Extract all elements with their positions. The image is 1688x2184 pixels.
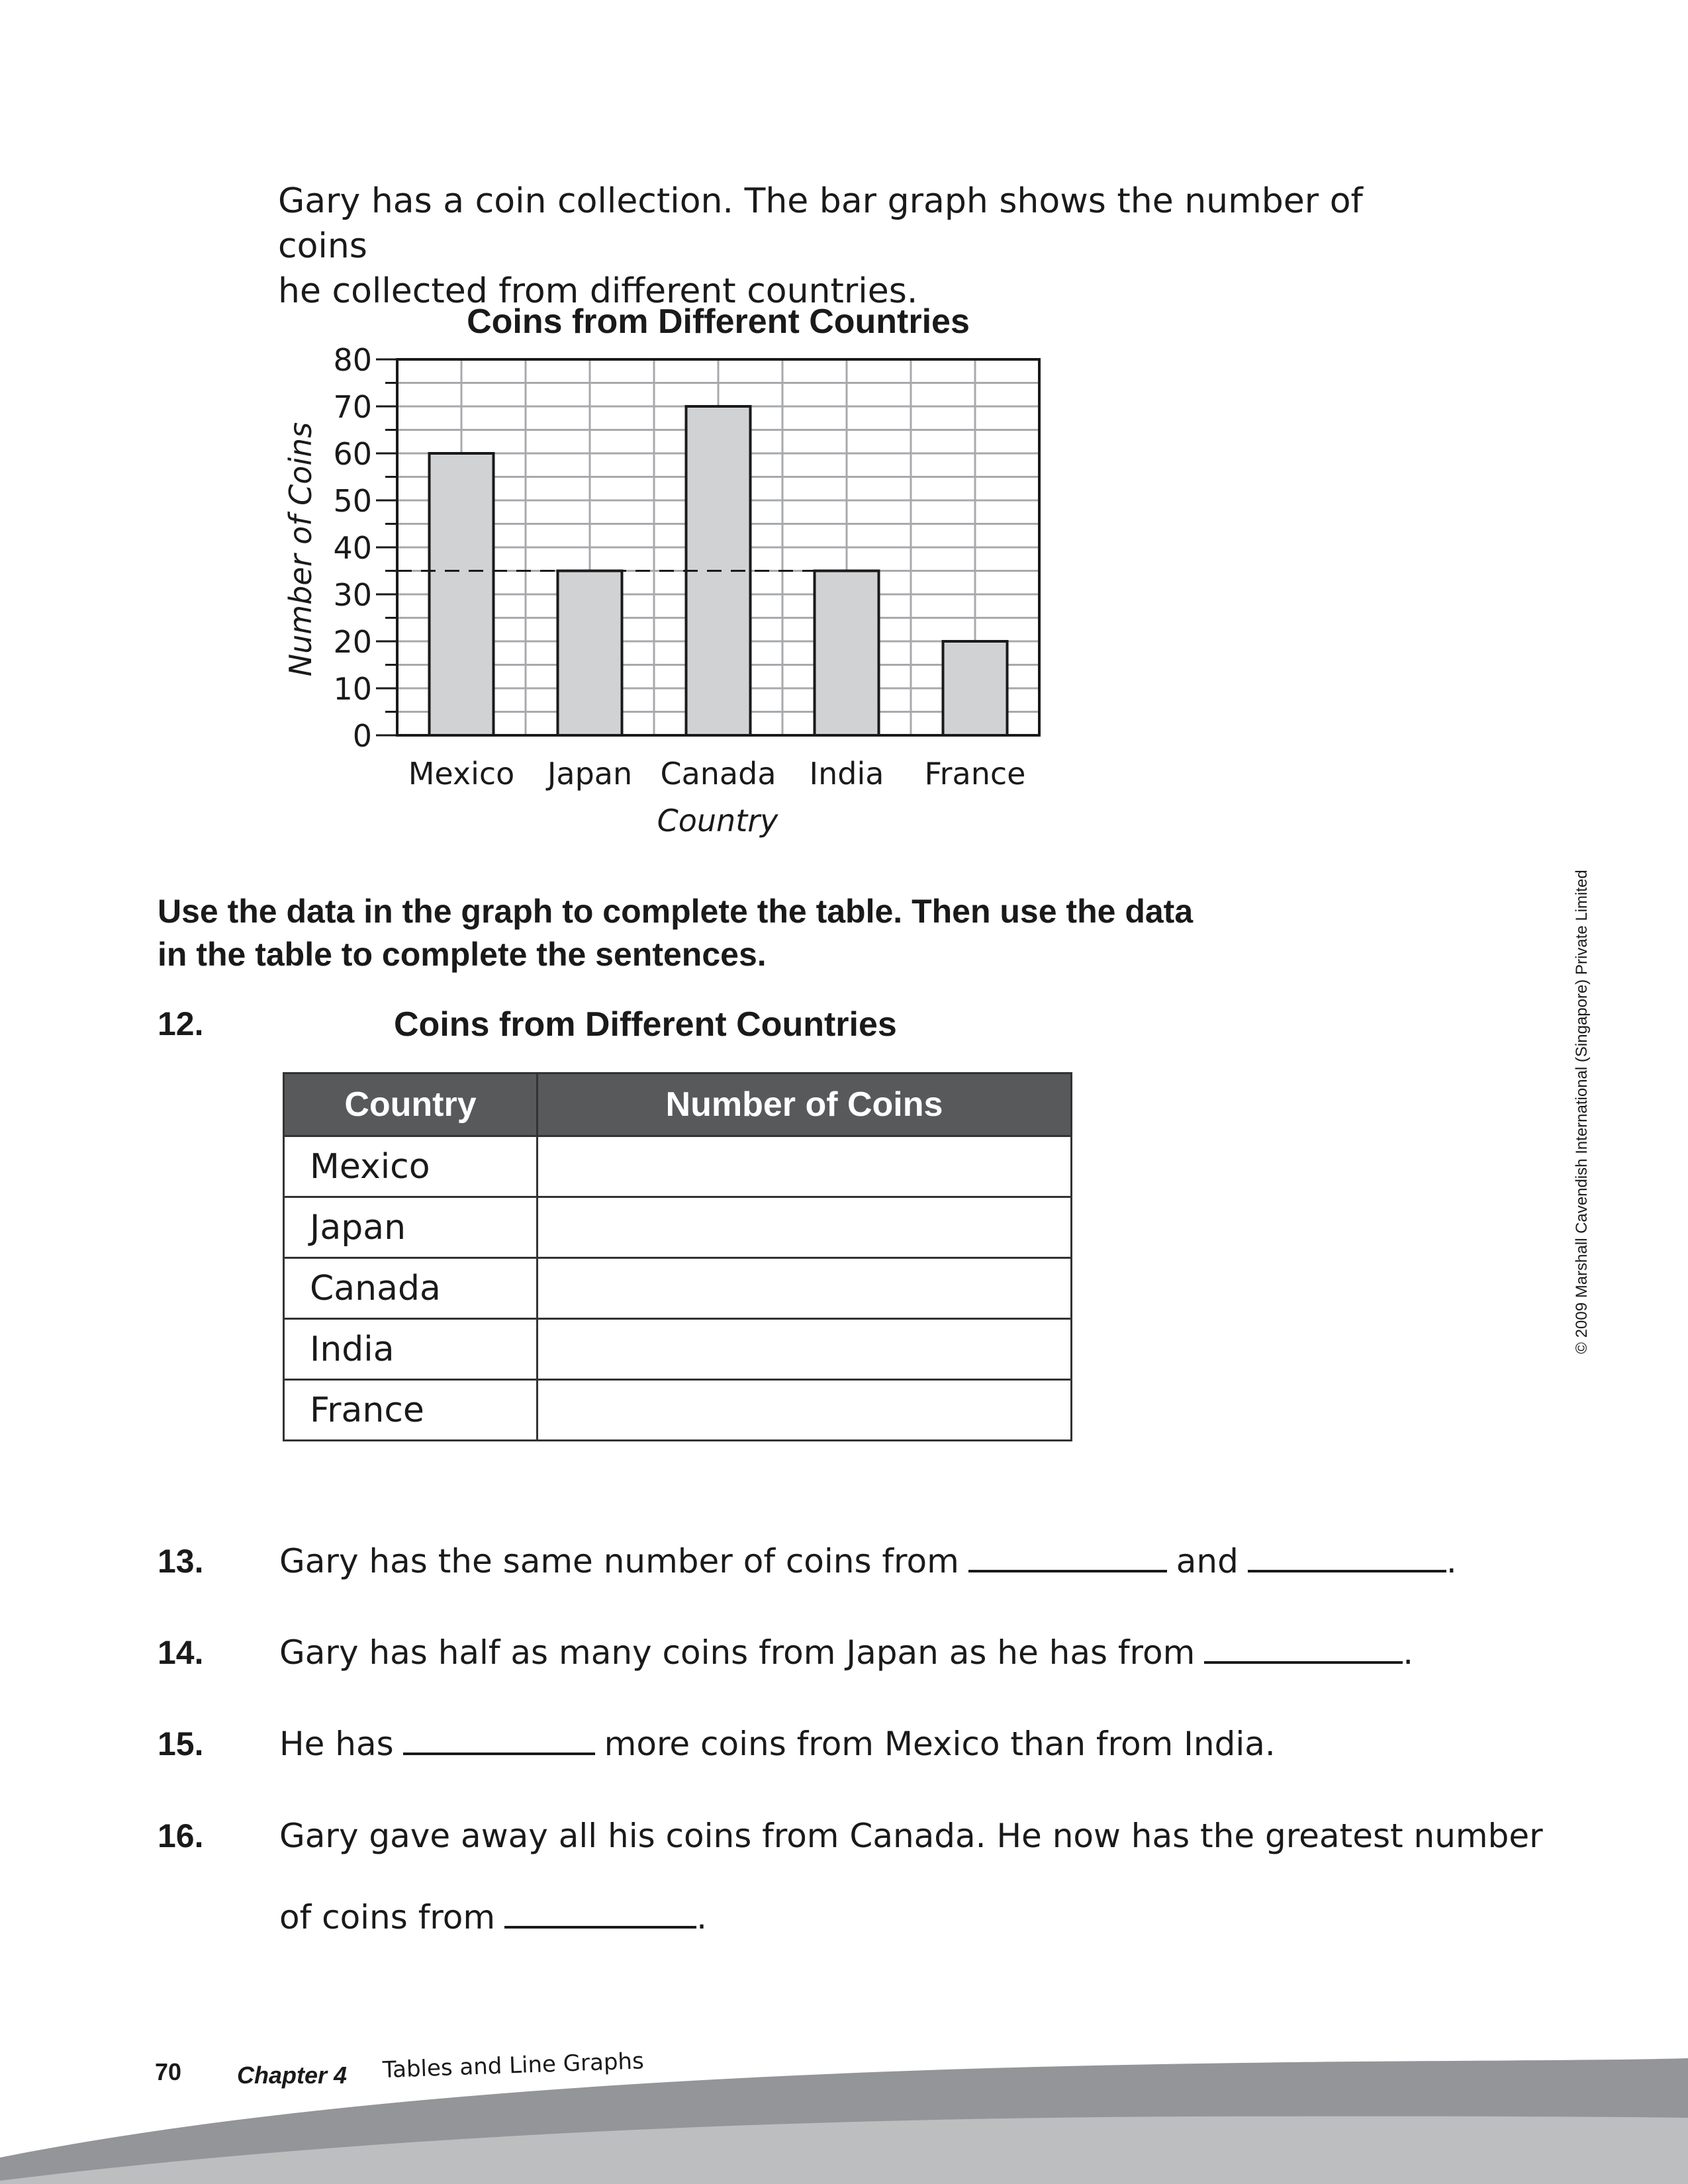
- question-16-line-2: [279, 1898, 707, 1936]
- instructions-line-2: in the table to complete the sentences.: [158, 936, 767, 973]
- table-cell-country: India: [284, 1319, 538, 1380]
- chapter-label: Chapter 4: [237, 2062, 348, 2089]
- y-tick-label: 60: [333, 436, 372, 472]
- answer-blank[interactable]: [1248, 1569, 1446, 1572]
- question-16-line-1: Gary gave away all his coins from Canada. He now has the greatest number: [279, 1817, 1543, 1855]
- table-row: [284, 1136, 1072, 1197]
- question-13-number: 13.: [158, 1543, 204, 1580]
- y-tick-label: 70: [333, 389, 372, 425]
- table-row: [284, 1197, 1072, 1258]
- footer-wave: [0, 2019, 1688, 2184]
- question-15: [279, 1725, 1276, 1763]
- table-cell-coins-input[interactable]: [538, 1197, 1072, 1258]
- table-cell-country: Mexico: [284, 1136, 538, 1197]
- instructions-line-1: Use the data in the graph to complete the table. Then use the data: [158, 893, 1194, 930]
- question-16-text: of coins from: [279, 1898, 496, 1936]
- table-cell-country: France: [284, 1380, 538, 1441]
- question-14-period: .: [1403, 1633, 1414, 1672]
- table-header-row: [284, 1073, 1072, 1136]
- question-15-number: 15.: [158, 1725, 204, 1762]
- answer-blank[interactable]: [1204, 1661, 1403, 1664]
- intro-line-2: he collected from different countries.: [278, 271, 918, 311]
- question-13: [279, 1542, 1457, 1580]
- question-16-number: 16.: [158, 1817, 204, 1854]
- table-row: [284, 1319, 1072, 1380]
- question-14: [279, 1633, 1413, 1672]
- x-axis-label: Country: [657, 803, 778, 839]
- bar: [430, 453, 494, 735]
- table-cell-coins-input[interactable]: [538, 1319, 1072, 1380]
- question-15-text: He has: [279, 1725, 394, 1763]
- x-tick-label: India: [809, 756, 884, 792]
- table-cell-country: Canada: [284, 1258, 538, 1319]
- x-tick-label: Canada: [660, 756, 776, 792]
- bar-chart: [0, 0, 1688, 860]
- page-number: 70: [155, 2058, 182, 2085]
- bar: [815, 571, 879, 736]
- y-tick-label: 20: [333, 624, 372, 660]
- x-tick-label: Japan: [547, 756, 633, 792]
- question-15-text-end: more coins from Mexico than from India.: [604, 1725, 1276, 1763]
- y-tick-label: 80: [333, 342, 372, 378]
- table-cell-country: Japan: [284, 1197, 538, 1258]
- table-title: Coins from Different Countries: [394, 1005, 897, 1044]
- x-tick-label: France: [924, 756, 1026, 792]
- y-tick-label: 50: [333, 483, 372, 519]
- answer-blank[interactable]: [403, 1752, 595, 1755]
- bar: [558, 571, 622, 736]
- table-row: [284, 1380, 1072, 1441]
- question-13-and: and: [1176, 1542, 1239, 1580]
- chapter-title: Tables and Line Graphs: [382, 2048, 645, 2083]
- bar: [943, 641, 1008, 735]
- copyright-notice: © 2009 Marshall Cavendish International (Singapore) Private Limited: [1573, 870, 1591, 1354]
- table-header-country: Country: [284, 1073, 538, 1136]
- intro-line-1: Gary has a coin collection. The bar graph shows the number of coins: [278, 181, 1363, 266]
- question-13-text: Gary has the same number of coins from: [279, 1542, 959, 1580]
- answer-blank[interactable]: [968, 1569, 1167, 1572]
- y-axis-label: Number of Coins: [283, 422, 318, 677]
- y-tick-label: 0: [352, 718, 372, 754]
- table-cell-coins-input[interactable]: [538, 1136, 1072, 1197]
- x-tick-label: Mexico: [408, 756, 515, 792]
- question-16-period: .: [696, 1898, 707, 1936]
- question-14-number: 14.: [158, 1634, 204, 1671]
- chart-title: Coins from Different Countries: [467, 302, 970, 341]
- table-cell-coins-input[interactable]: [538, 1258, 1072, 1319]
- question-12-number: 12.: [158, 1005, 204, 1042]
- answer-blank[interactable]: [504, 1925, 696, 1929]
- table-row: [284, 1258, 1072, 1319]
- instructions: [158, 890, 1415, 976]
- coins-table: [283, 1072, 1072, 1441]
- y-tick-label: 10: [333, 671, 372, 707]
- question-14-text: Gary has half as many coins from Japan as he has from: [279, 1633, 1196, 1672]
- table-header-coins: Number of Coins: [538, 1073, 1072, 1136]
- table-cell-coins-input[interactable]: [538, 1380, 1072, 1441]
- question-13-period: .: [1446, 1542, 1457, 1580]
- y-tick-label: 40: [333, 530, 372, 566]
- y-tick-label: 30: [333, 577, 372, 613]
